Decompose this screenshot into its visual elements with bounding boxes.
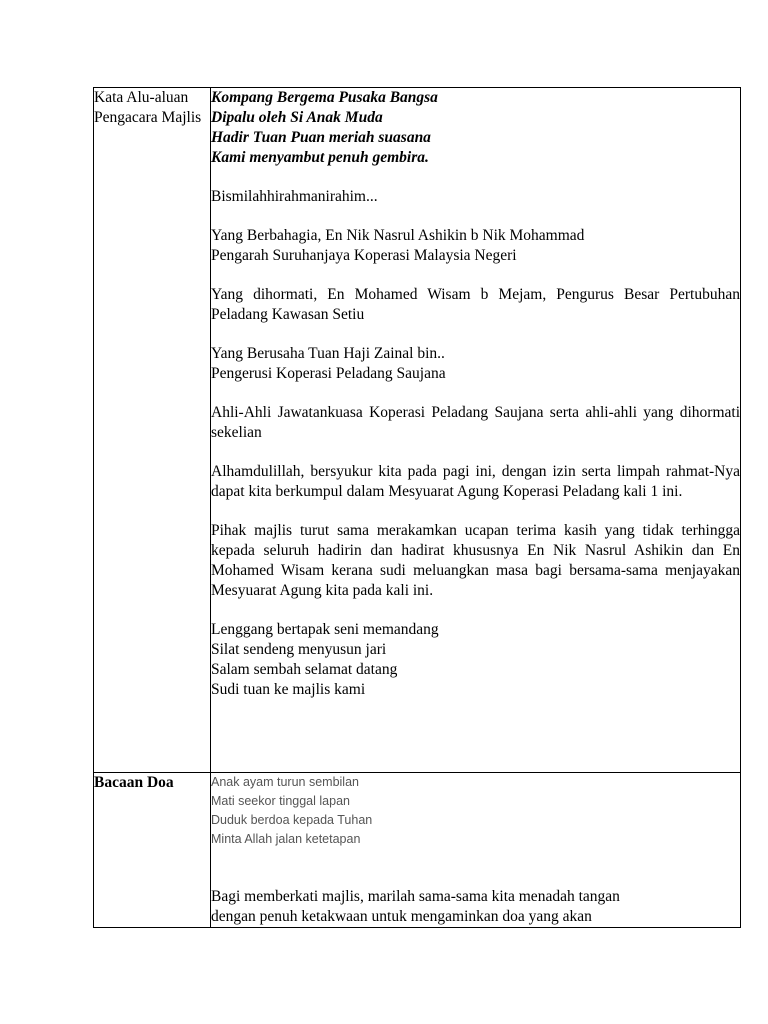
- pantun-line: Silat sendeng menyusun jari: [211, 641, 387, 658]
- pantun-line: Lenggang bertapak seni memandang: [211, 621, 439, 638]
- table-row: [94, 88, 741, 773]
- greeting-line: Yang Berbahagia, En Nik Nasrul Ashikin b Nik Mohammad: [211, 227, 585, 244]
- pantun-line: Kami menyambut penuh gembira.: [211, 149, 429, 166]
- greeting-line: Yang Berusaha Tuan Haji Zainal bin..: [211, 345, 445, 362]
- closing-line: Bagi memberkati majlis, marilah sama-sama kita menadah tangan: [211, 888, 620, 905]
- pantun-line: Hadir Tuan Puan meriah suasana: [211, 129, 431, 146]
- greeting-chairman: [211, 344, 740, 384]
- pantun-line: Sudi tuan ke majlis kami: [211, 681, 366, 698]
- pantun-line: Salam sembah selamat datang: [211, 661, 398, 678]
- closing-paragraph: [211, 887, 740, 927]
- pantun-line: Minta Allah jalan ketetapan: [211, 832, 361, 846]
- opening-pantun: [211, 88, 740, 168]
- pantun-line: Anak ayam turun sembilan: [211, 775, 359, 789]
- doa-pantun: [211, 773, 740, 849]
- greeting-line: Pengerusi Koperasi Peladang Saujana: [211, 365, 446, 382]
- bismillah-text: Bismilahhirahmanirahim...: [211, 188, 378, 205]
- pantun-line: Duduk berdoa kepada Tuhan: [211, 813, 373, 827]
- pantun-line: Mati seekor tinggal lapan: [211, 794, 350, 808]
- greeting-line: Pengarah Suruhanjaya Koperasi Malaysia Negeri: [211, 247, 517, 264]
- greeting-manager: Yang dihormati, En Mohamed Wisam b Mejam, Pengurus Besar Pertubuhan Peladang Kawasan Setiu: [211, 286, 740, 323]
- row-content: [211, 88, 741, 773]
- greeting-committee: Ahli-Ahli Jawatankuasa Koperasi Peladang Saujana serta ahli-ahli yang dihormati sekelian: [211, 404, 740, 441]
- pantun-line: Dipalu oleh Si Anak Muda: [211, 109, 383, 126]
- pantun-line: Kompang Bergema Pusaka Bangsa: [211, 89, 438, 106]
- row-label: Bacaan Doa: [94, 773, 211, 928]
- greeting-director: [211, 226, 740, 266]
- paragraph-thanks: Pihak majlis turut sama merakamkan ucapan terima kasih yang tidak terhingga kepada seluruh hadirin dan hadirat khususnya En Nik Nasrul Ashikin dan En Mohamed Wisam kerana sudi meluangkan masa bagi bersama-sama menjayakan Mesyuarat Agung kita pada kali ini.: [211, 522, 740, 599]
- row-label: Kata Alu-aluan Pengacara Majlis: [94, 88, 211, 773]
- closing-pantun: [211, 620, 740, 700]
- table-row: [94, 773, 741, 928]
- programme-table: [93, 87, 741, 928]
- closing-line: dengan penuh ketakwaan untuk mengaminkan doa yang akan: [211, 908, 592, 925]
- row-content: [211, 773, 741, 928]
- paragraph-gratitude: Alhamdulillah, bersyukur kita pada pagi ini, dengan izin serta limpah rahmat-Nya dapat kita berkumpul dalam Mesyuarat Agung Koperasi Peladang kali 1 ini.: [211, 463, 740, 500]
